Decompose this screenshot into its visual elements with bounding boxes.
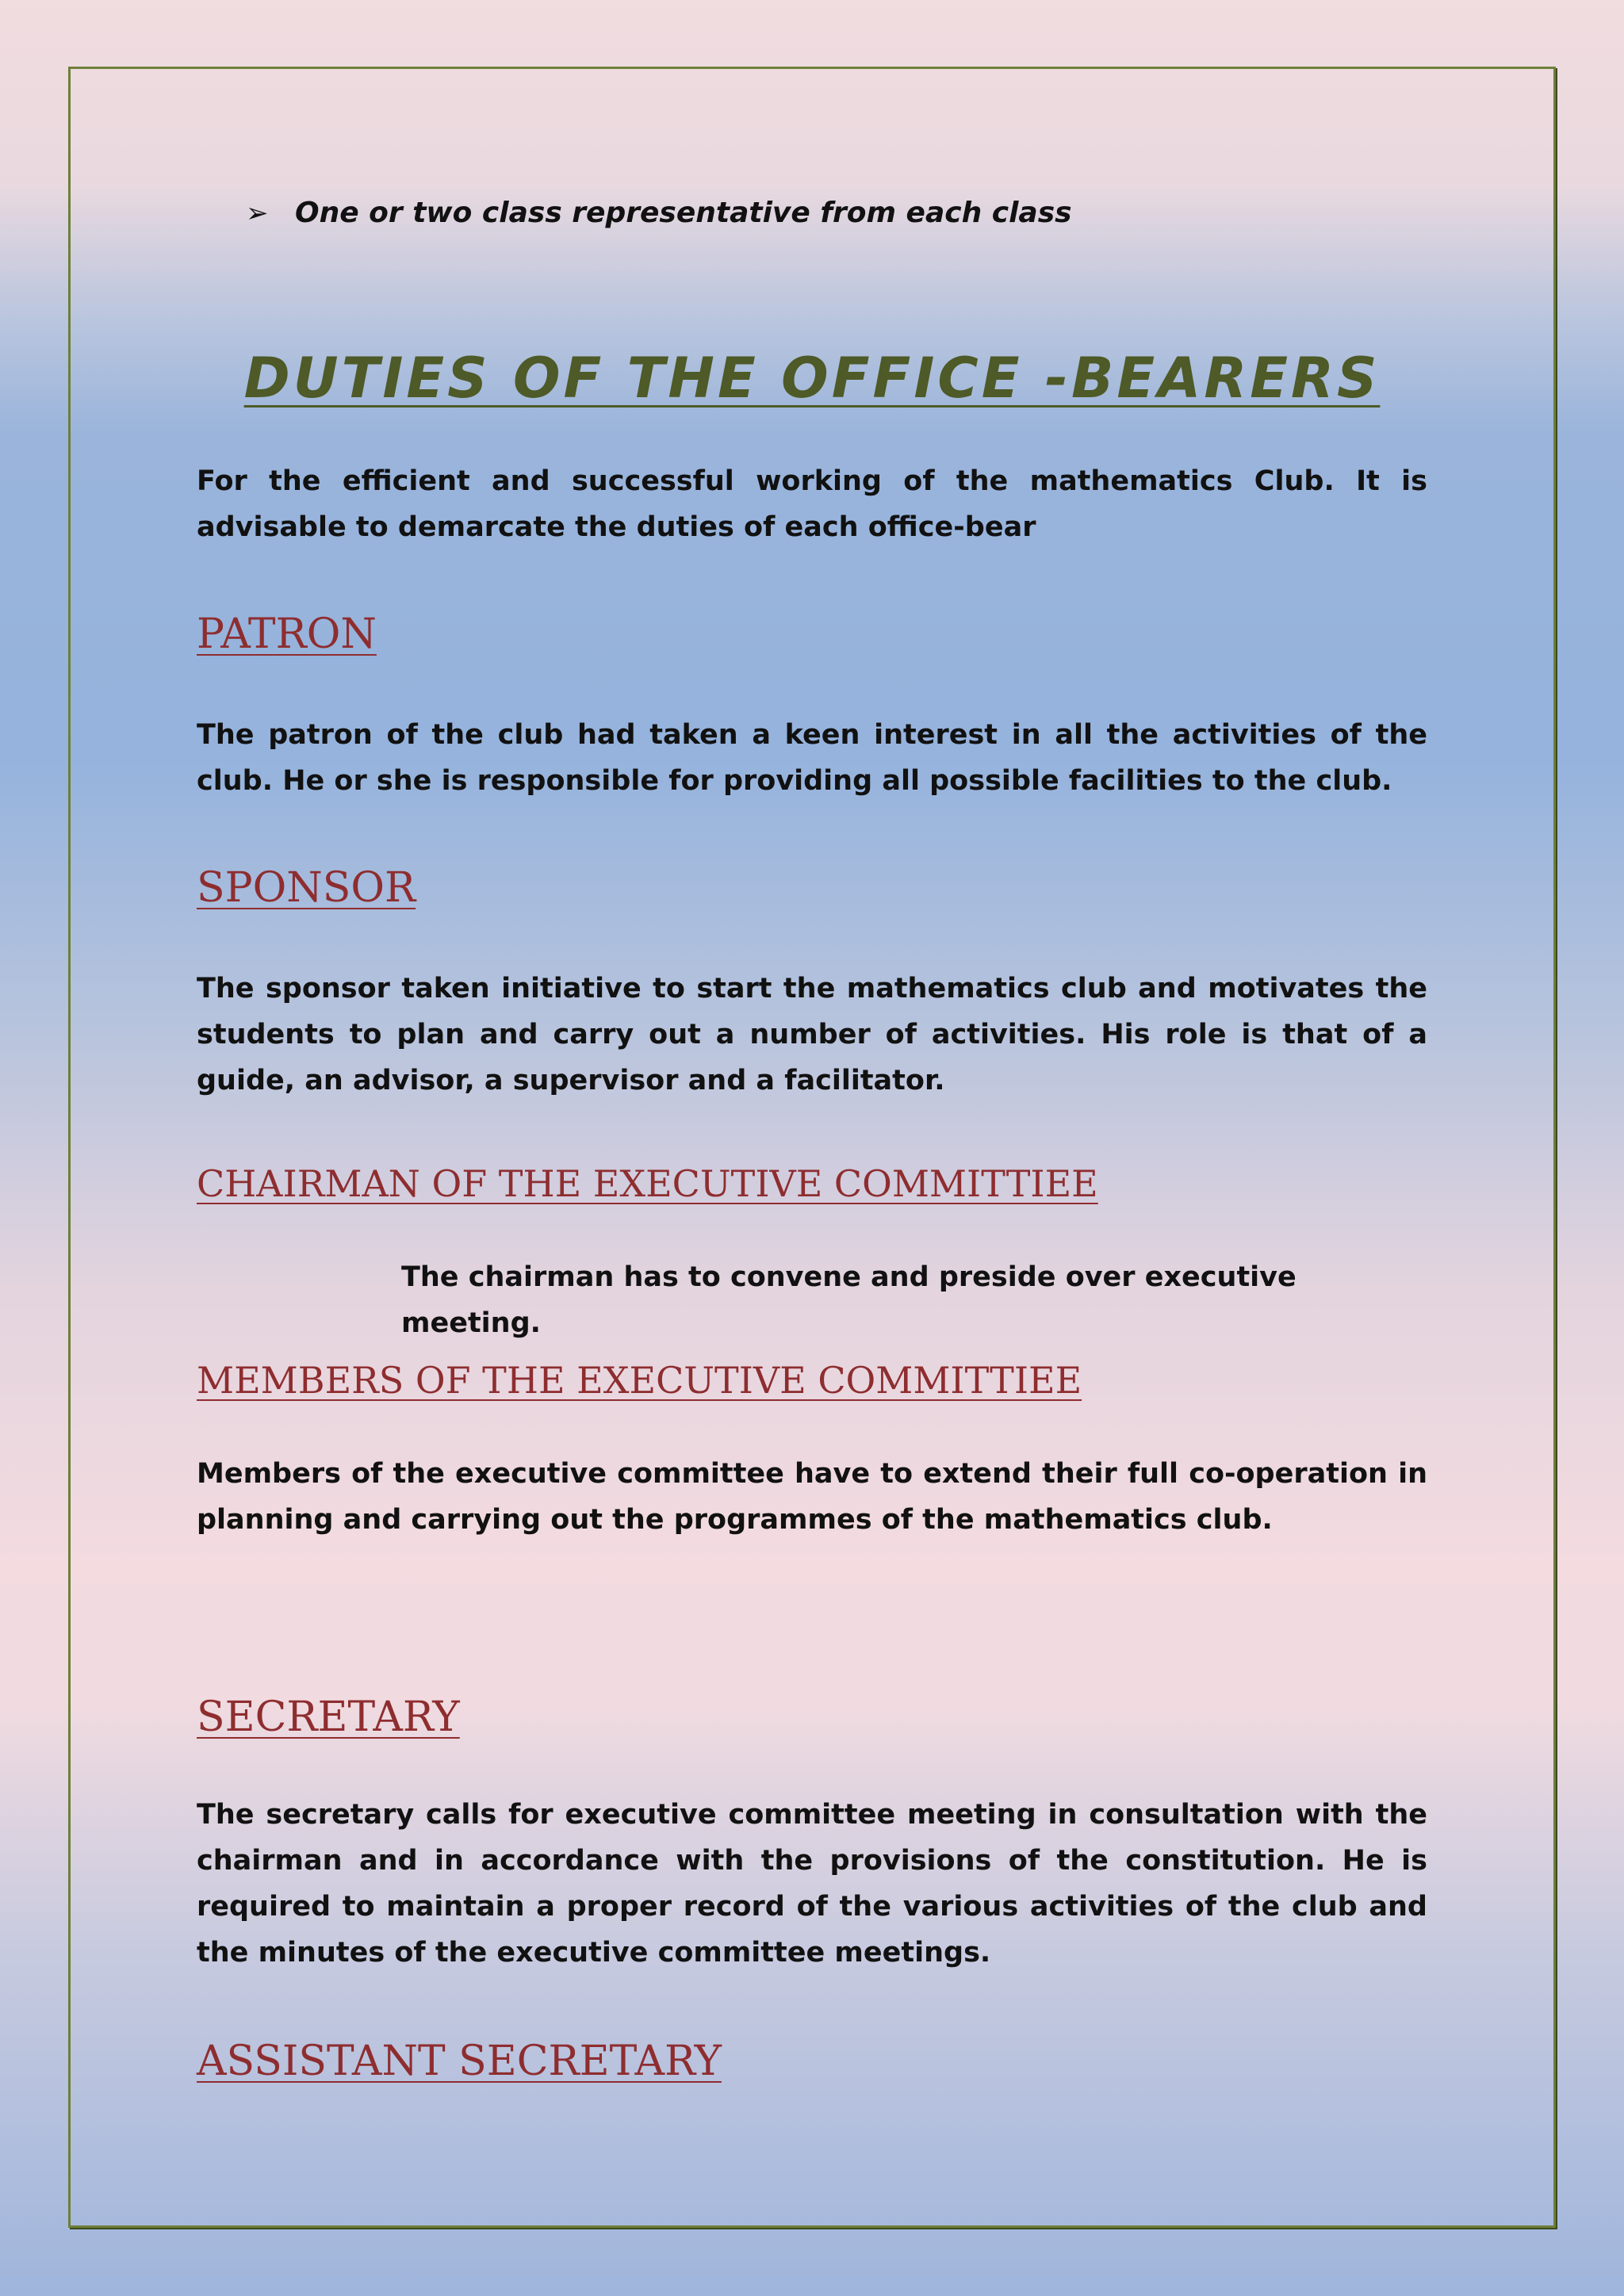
- secretary-paragraph: The secretary calls for executive committee meeting in consultation with the chairman and in accordance with the provisions of the constitution. He is required to maintain a proper record of the various activities of the club and the minutes of the executive committee meetings.: [197, 1799, 1427, 1969]
- bullet-text: One or two class representative from each class: [295, 197, 1072, 229]
- patron-paragraph: The patron of the club had taken a keen interest in all the activities of the club. He or she is responsible for providing all possible facilities to the club.: [197, 719, 1427, 797]
- heading-secretary: SECRETARY: [197, 1693, 460, 1741]
- heading-assistant-secretary: ASSISTANT SECRETARY: [197, 2038, 722, 2085]
- heading-sponsor: SPONSOR: [197, 864, 416, 912]
- heading-members: MEMBERS OF THE EXECUTIVE COMMITTIEE: [197, 1359, 1082, 1402]
- heading-patron: PATRON: [197, 610, 377, 658]
- members-paragraph: Members of the executive committee have to extend their full co-operation in planning and carrying out the programmes of the mathematics club.: [197, 1458, 1427, 1536]
- bullet-item: [246, 197, 1072, 229]
- sponsor-paragraph: The sponsor taken initiative to start the mathematics club and motivates the students to plan and carry out a number of activities. His role is that of a guide, an advisor, a supervisor and a facilitator.: [197, 973, 1427, 1096]
- intro-paragraph: For the efficient and successful working of the mathematics Club. It is advisable to demarcate the duties of each office-bear: [197, 465, 1427, 543]
- page-title: DUTIES OF THE OFFICE -BEARERS: [243, 346, 1381, 411]
- heading-chairman: CHAIRMAN OF THE EXECUTIVE COMMITTIEE: [197, 1162, 1098, 1205]
- arrow-bullet-icon: ➢: [246, 197, 269, 229]
- chairman-paragraph: The chairman has to convene and preside over executive meeting.: [401, 1261, 1297, 1339]
